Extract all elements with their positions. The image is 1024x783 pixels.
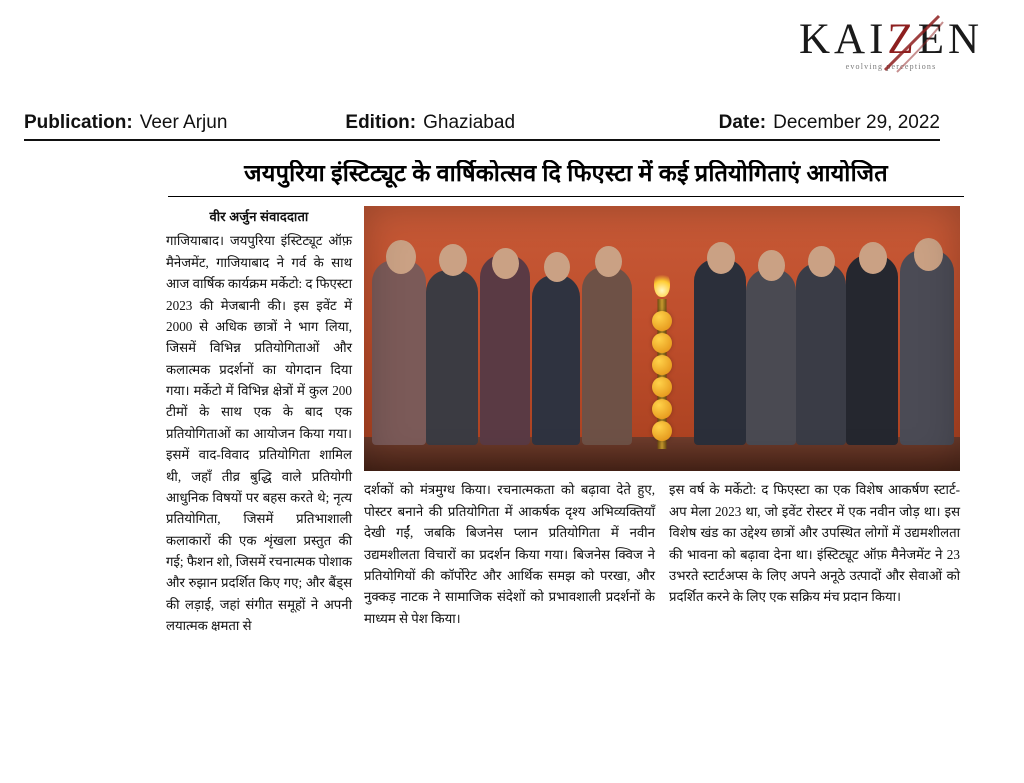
article-lower-columns <box>364 479 960 629</box>
date-value: December 29, 2022 <box>773 112 940 133</box>
kaizen-logo <box>786 18 996 71</box>
logo-tagline: evolving perceptions <box>845 62 937 71</box>
publication-label: Publication: <box>24 112 133 133</box>
edition-label: Edition: <box>345 112 417 133</box>
logo-text-en: EN <box>917 16 984 63</box>
logo-text-z: Z <box>887 16 918 63</box>
publication-field <box>24 112 227 134</box>
article-photo <box>364 206 960 471</box>
article-right-block <box>364 206 960 629</box>
photo-vignette <box>364 206 960 471</box>
article-headline: जयपुरिया इंस्टिट्यूट के वार्षिकोत्सव दि फिएस्टा में कई प्रतियोगिताएं आयोजित <box>244 161 888 187</box>
date-label: Date: <box>718 112 767 133</box>
date-field <box>719 112 940 134</box>
publication-value: Veer Arjun <box>139 112 228 133</box>
article-column-1 <box>166 206 352 636</box>
article-body <box>166 206 966 636</box>
edition-field <box>345 112 515 134</box>
article-byline: वीर अर्जुन संवाददाता <box>209 209 309 225</box>
edition-value: Ghaziabad <box>423 112 516 133</box>
logo-text-kai: KAI <box>798 16 888 63</box>
logo-wordmark <box>799 18 983 61</box>
article-column-1-text: गाजियाबाद। जयपुरिया इंस्टिट्यूट ऑफ़ मैनेजमेंट, गाजियाबाद ने गर्व के साथ आज वार्षिक कार्यक्रम मर्केटो: द फिएस्टा 2023 की मेजबानी की। इस इवेंट में 2000 से अधिक छात्रों ने भाग लिया, जिसमें विभिन्न प्रतियोगिताओं और कलात्मक प्रदर्शनों का योगदान दिया गया। मर्केटो में विभिन्न क्षेत्रों में कुल 200 टीमों के साथ एक के बाद एक प्रतियोगिताओं का आयोजन किया गया। इसमें वाद-विवाद प्रतियोगिता शामिल थी, जहाँ तीव्र बुद्धि वाले प्रतियोगी आधुनिक विषयों पर बहस करते थे; नृत्य प्रतियोगिता, जिसमें प्रतिभाशाली कलाकारों की एक शृंखला प्रस्तुत की गई; फैशन शो, जिसमें रचनात्मक पोशाक और रुझान प्रदर्शित किए गए; और बैंड्स की लड़ाई, जहां संगीत समूहों ने अपनी लयात्मक क्षमता से <box>166 233 352 634</box>
article-column-2: दर्शकों को मंत्रमुग्ध किया। रचनात्मकता को बढ़ावा देते हुए, पोस्टर बनाने की प्रतियोगिता में आकर्षक दृश्य अभिव्यक्तियाँ देखी गईं, जबकि बिजनेस प्लान प्रतियोगिता में नवीन उद्यमशीलता विचारों का प्रदर्शन किया गया। बिजनेस क्विज ने प्रतियोगियों की कॉर्पोरेट और आर्थिक समझ को परखा, और नुक्कड़ नाटक ने सामाजिक संदेशों को प्रभावशाली प्रदर्शनों के माध्यम से पेश किया। <box>364 482 655 626</box>
headline-divider <box>168 196 964 197</box>
article-column-3: इस वर्ष के मर्केटो: द फिएस्टा का एक विशेष आकर्षण स्टार्ट-अप मेला 2023 था, जो इवेंट रोस्टर में एक नवीन जोड़ था। इस विशेष खंड का उद्देश्य छात्रों और उपस्थित लोगों में उद्यमशीलता की भावना को बढ़ावा देना था। इंस्टिट्यूट ऑफ़ मैनेजमेंट ने 23 उभरते स्टार्टअप्स के लिए अपने अनूठे उत्पादों और सेवाओं को प्रदर्शित करने के लिए एक सक्रिय मंच प्रदान किया। <box>669 482 960 605</box>
clipping-meta-row <box>24 112 940 141</box>
article <box>166 160 966 780</box>
